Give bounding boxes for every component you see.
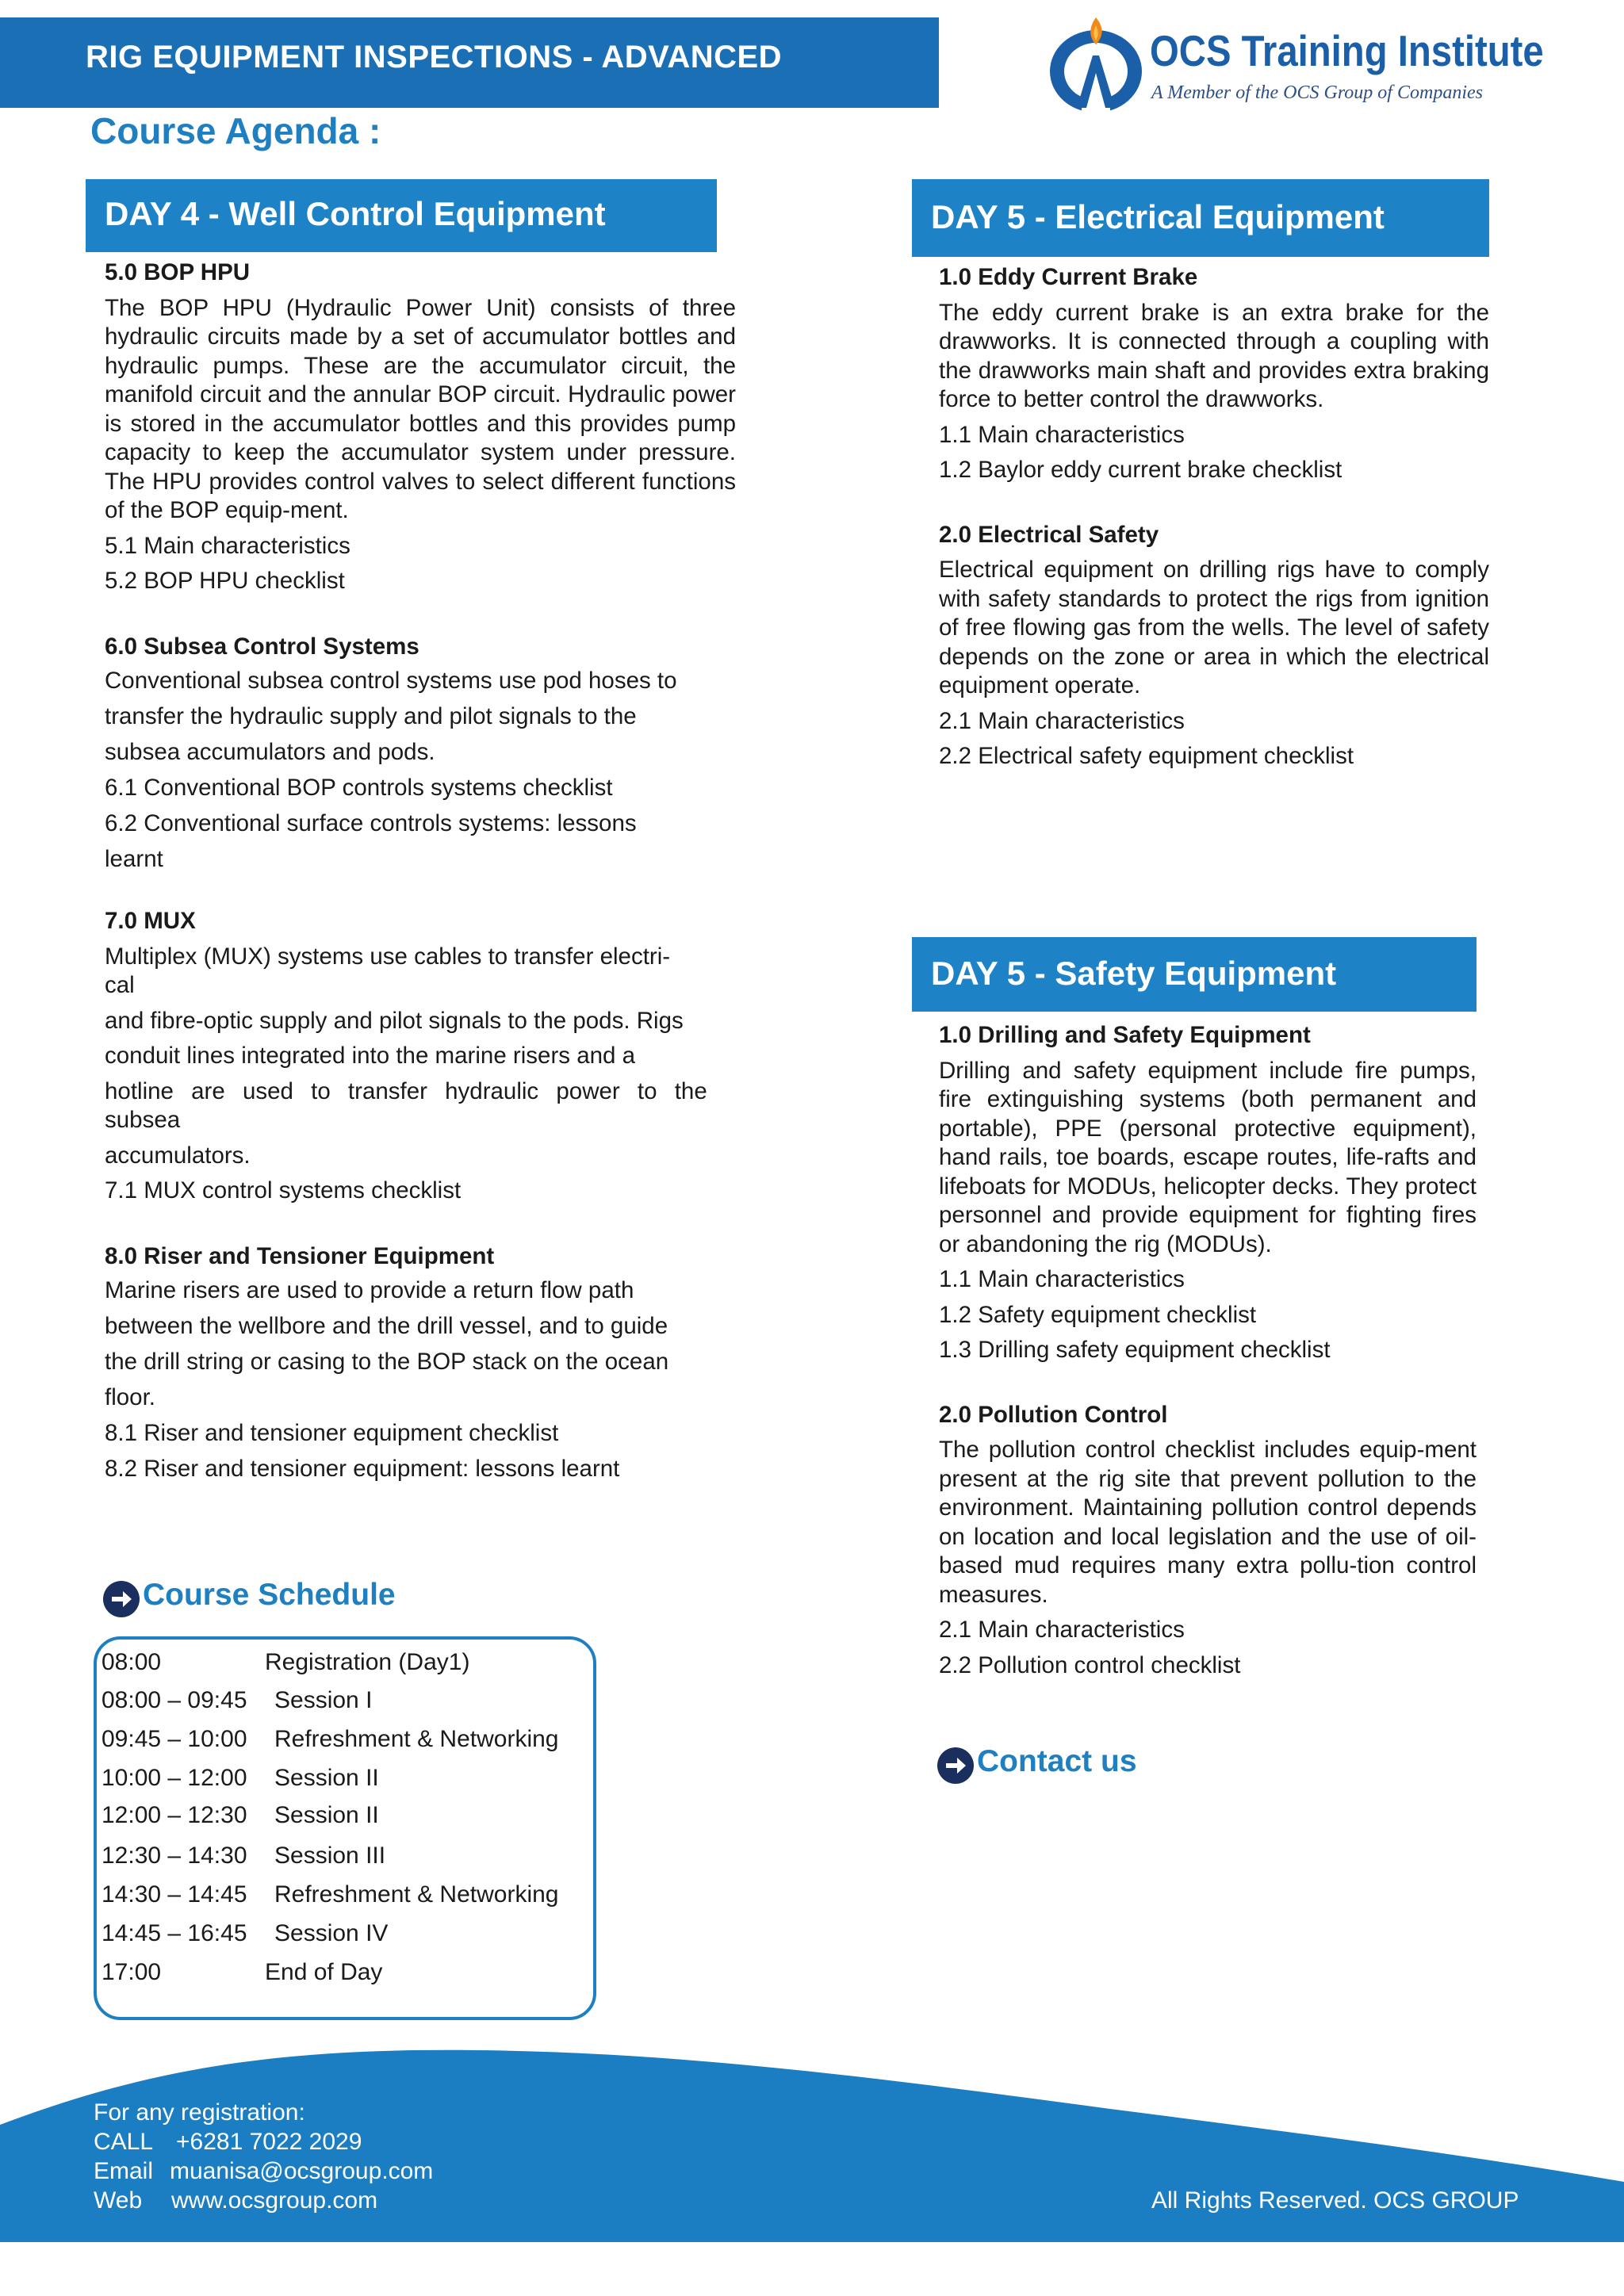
schedule-row bbox=[102, 1726, 559, 1753]
text-line: hotline are used to transfer hydraulic power to the bbox=[105, 1077, 707, 1104]
schedule-time: 17:00 bbox=[102, 1959, 162, 1985]
footer-rights: All Rights Reserved. OCS GROUP bbox=[1151, 2187, 1519, 2214]
text-line: cal bbox=[105, 972, 135, 998]
contact-us-label: Contact us bbox=[977, 1744, 1137, 1778]
list-item: 2.2 Electrical safety equipment checklist bbox=[939, 743, 1354, 769]
list-item: 5.1 Main characteristics bbox=[105, 532, 350, 559]
schedule-desc: Session IV bbox=[274, 1920, 389, 1946]
schedule-desc: End of Day bbox=[265, 1959, 383, 1985]
schedule-desc: Session I bbox=[274, 1687, 373, 1713]
schedule-desc: Session II bbox=[274, 1765, 379, 1791]
text-line: accumulators. bbox=[105, 1142, 251, 1169]
section-heading: 2.0 Pollution Control bbox=[939, 1401, 1168, 1428]
logo-name: OCS Training Institute bbox=[1150, 26, 1544, 75]
list-item: 1.2 Baylor eddy current brake checklist bbox=[939, 457, 1342, 483]
schedule-row bbox=[102, 1802, 379, 1829]
footer-call-row bbox=[94, 2129, 362, 2156]
schedule-row bbox=[102, 1765, 379, 1792]
schedule-row bbox=[102, 1649, 470, 1676]
section-text: The eddy current brake is an extra brake for the drawworks. It is connected through a coupling with the drawworks main shaft and provides extra braking force to better control the drawworks. bbox=[939, 299, 1489, 412]
arrow-right-icon bbox=[937, 1747, 974, 1784]
footer-phone[interactable]: +6281 7022 2029 bbox=[176, 2129, 362, 2155]
section-text: Drilling and safety equipment include fire pumps, fire extinguishing systems (both permanent and portable), PPE (personal protective equipment), hand rails, toe boards, escape routes, life-rafts and lifeboats for MODUs, helicopter decks. They protect personnel and provide equipment for fighting fires or abandoning the rig (MODUs). bbox=[939, 1057, 1477, 1257]
day5-safety-content bbox=[939, 1021, 1477, 1680]
schedule-row bbox=[102, 1881, 559, 1908]
schedule-time: 10:00 – 12:00 bbox=[102, 1765, 247, 1791]
footer-email-row bbox=[94, 2158, 434, 2185]
footer-email[interactable]: muanisa@ocsgroup.com bbox=[170, 2158, 434, 2184]
schedule-row bbox=[102, 1920, 389, 1947]
schedule-time: 14:30 – 14:45 bbox=[102, 1881, 247, 1908]
text-line: Marine risers are used to provide a return flow path bbox=[105, 1277, 634, 1303]
day5-electrical-content bbox=[939, 263, 1489, 771]
section-heading: 5.0 BOP HPU bbox=[105, 259, 251, 285]
day5-electrical-title-bar bbox=[912, 179, 1489, 257]
day4-content bbox=[105, 258, 736, 1487]
schedule-desc: Refreshment & Networking bbox=[274, 1726, 559, 1752]
list-item: 5.2 BOP HPU checklist bbox=[105, 568, 345, 594]
footer-web-row bbox=[94, 2187, 378, 2214]
schedule-time: 09:45 – 10:00 bbox=[102, 1726, 247, 1752]
section-text: The BOP HPU (Hydraulic Power Unit) consists of three hydraulic circuits made by a set of accumulator bottles and hydraulic pumps. These are the accumulator circuit, the manifold circuit and the annular BOP circuit. Hydraulic power is stored in the accumulator bottles and this provides pump capacity to keep the accumulator system under pressure. The HPU provides control valves to select different functions of the BOP equip-ment. bbox=[105, 294, 736, 523]
schedule-row bbox=[102, 1687, 373, 1714]
list-item: 8.2 Riser and tensioner equipment: lessons learnt bbox=[105, 1456, 620, 1482]
list-item: 6.1 Conventional BOP controls systems checklist bbox=[105, 775, 613, 801]
section-heading: 6.0 Subsea Control Systems bbox=[105, 633, 419, 660]
agenda-title: Course Agenda : bbox=[90, 110, 381, 151]
schedule-row bbox=[102, 1843, 386, 1869]
course-title: RIG EQUIPMENT INSPECTIONS - ADVANCED bbox=[86, 40, 783, 75]
text-line: Conventional subsea control systems use pod hoses to bbox=[105, 668, 677, 694]
list-item: learnt bbox=[105, 846, 163, 872]
day4-title-bar bbox=[86, 179, 717, 252]
text-line: the drill string or casing to the BOP stack on the ocean bbox=[105, 1349, 669, 1375]
ocs-logo-emblem-icon bbox=[1044, 14, 1148, 117]
list-item: 1.2 Safety equipment checklist bbox=[939, 1301, 1257, 1328]
schedule-desc: Session II bbox=[274, 1802, 379, 1828]
list-item: 8.1 Riser and tensioner equipment checklist bbox=[105, 1420, 559, 1446]
schedule-time: 08:00 – 09:45 bbox=[102, 1687, 247, 1713]
schedule-time: 12:00 – 12:30 bbox=[102, 1802, 247, 1828]
day5-safety-title: DAY 5 - Safety Equipment bbox=[931, 955, 1337, 992]
schedule-time: 12:30 – 14:30 bbox=[102, 1843, 247, 1869]
arrow-right-icon bbox=[103, 1581, 140, 1617]
section-text: Electrical equipment on drilling rigs have to comply with safety standards to protect the rigs from ignition of free flowing gas from the wells. The level of safety depends on the zone or area in which the electrical equipment operate. bbox=[939, 557, 1489, 698]
footer-call-label: CALL bbox=[94, 2129, 154, 2155]
text-line: transfer the hydraulic supply and pilot signals to the bbox=[105, 703, 637, 729]
text-line: and fibre-optic supply and pilot signals to the pods. Rigs bbox=[105, 1007, 684, 1034]
footer-registration-label: For any registration: bbox=[94, 2099, 305, 2126]
footer-bottom-margin bbox=[0, 2242, 1624, 2296]
text-line: subsea accumulators and pods. bbox=[105, 739, 435, 765]
text-line: subsea bbox=[105, 1107, 181, 1133]
schedule-desc: Refreshment & Networking bbox=[274, 1881, 559, 1908]
list-item: 6.2 Conventional surface controls systems: lessons bbox=[105, 810, 637, 836]
footer-website[interactable]: www.ocsgroup.com bbox=[171, 2187, 378, 2214]
list-item: 1.1 Main characteristics bbox=[939, 1266, 1185, 1292]
section-heading: 1.0 Drilling and Safety Equipment bbox=[939, 1022, 1311, 1048]
text-line: between the wellbore and the drill vessel, and to guide bbox=[105, 1313, 668, 1339]
list-item: 2.2 Pollution control checklist bbox=[939, 1651, 1241, 1678]
section-heading: 2.0 Electrical Safety bbox=[939, 521, 1159, 548]
section-heading: 8.0 Riser and Tensioner Equipment bbox=[105, 1242, 495, 1269]
schedule-desc: Session III bbox=[274, 1843, 386, 1869]
text-line: floor. bbox=[105, 1384, 155, 1410]
footer-web-label: Web bbox=[94, 2187, 143, 2214]
header-title-bar bbox=[0, 17, 939, 108]
text-line: conduit lines integrated into the marine risers and a bbox=[105, 1043, 636, 1069]
schedule-time: 08:00 bbox=[102, 1649, 162, 1675]
text-line: Multiplex (MUX) systems use cables to transfer electri- bbox=[105, 943, 671, 970]
section-heading: 1.0 Eddy Current Brake bbox=[939, 264, 1198, 290]
schedule-row bbox=[102, 1959, 383, 1986]
list-item: 1.3 Drilling safety equipment checklist bbox=[939, 1337, 1331, 1363]
list-item: 7.1 MUX control systems checklist bbox=[105, 1177, 462, 1203]
logo-tagline: A Member of the OCS Group of Companies bbox=[1151, 82, 1483, 103]
schedule-desc: Registration (Day1) bbox=[265, 1649, 470, 1675]
list-item: 1.1 Main characteristics bbox=[939, 421, 1185, 448]
schedule-time: 14:45 – 16:45 bbox=[102, 1920, 247, 1946]
day5-electrical-title: DAY 5 - Electrical Equipment bbox=[931, 198, 1385, 235]
course-schedule-title: Course Schedule bbox=[143, 1578, 396, 1612]
day5-safety-title-bar bbox=[912, 937, 1477, 1012]
section-text: The pollution control checklist includes equip-ment present at the rig site that prevent pollution to the environment. Maintaining pollution control depends on location and local legislation and the use of oil-based mud requires many extra pollu-tion control measures. bbox=[939, 1437, 1477, 1608]
footer-email-label: Email bbox=[94, 2158, 154, 2184]
list-item: 2.1 Main characteristics bbox=[939, 707, 1185, 734]
list-item: 2.1 Main characteristics bbox=[939, 1617, 1185, 1643]
day4-title: DAY 4 - Well Control Equipment bbox=[105, 195, 606, 232]
section-heading: 7.0 MUX bbox=[105, 908, 196, 934]
ocs-logo bbox=[1028, 8, 1551, 127]
